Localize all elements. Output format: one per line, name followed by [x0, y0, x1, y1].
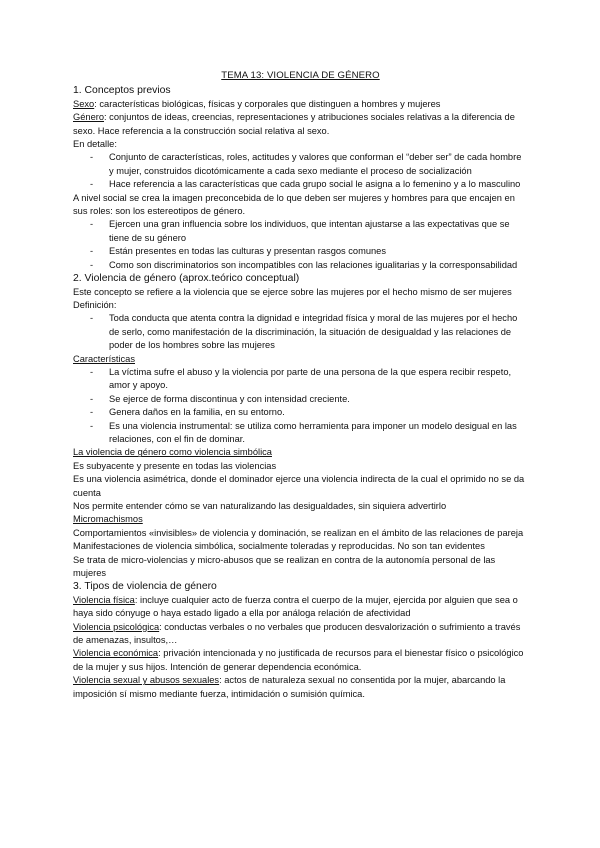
violence-type-term: Violencia psicológica	[73, 621, 160, 632]
document-content	[73, 69, 528, 701]
violence-type-term: Violencia económica	[73, 648, 159, 659]
genero-def-text: : conjuntos de ideas, creencias, representaciones y atribuciones sociales relativas a la diferencia de sexo. Hace referencia a la construcción social relativa al sexo.	[73, 112, 515, 136]
genero-definition	[73, 111, 528, 138]
section-1-heading: 1. Conceptos previos	[73, 85, 171, 97]
violence-type-def: : actos de naturaleza sexual no consentida por la mujer, abarcando la imposición sí mismo mediante fuerza, intimidación o sumisión química.	[73, 675, 506, 699]
violence-type-def: : conductas verbales o no verbales que producen desvalorización o sufrimiento a través de amenazas, insultos,…	[73, 621, 521, 646]
social-paragraph: A nivel social se crea la imagen preconcebida de lo que deben ser mujeres y hombres para que encajen en sus roles: son los estereotipos de género.	[73, 192, 515, 217]
sexo-term: Sexo	[73, 98, 95, 109]
micromachismos-label: Micromachismos	[73, 514, 143, 525]
page-title: TEMA 13: VIOLENCIA DE GÉNERO	[221, 70, 380, 81]
micro-line: Manifestaciones de violencia simbólica, socialmente toleradas y reproducidas. No son tan evidentes	[73, 541, 485, 552]
micro-line: Comportamientos «invisibles» de violencia y dominación, se realizan en el ámbito de las relaciones de pareja	[73, 527, 524, 538]
detalle-list	[73, 151, 528, 191]
list-item: - Genera daños en la familia, en su entorno.	[73, 406, 528, 419]
list-item: - Conjunto de características, roles, actitudes y valores que conforman el “deber ser” de cada hombre y mujer, construidos dicotómicamente a cada sexo mediante el proceso de socialización	[73, 151, 528, 178]
violencia-psicologica-entry	[73, 621, 528, 648]
sexo-def-text: : características biológicas, físicas y corporales que distinguen a hombres y mujeres	[94, 98, 441, 109]
genero-term: Género	[73, 112, 105, 123]
section-2-intro: Este concepto se refiere a la violencia que se ejerce sobre las mujeres por el hecho mismo de ser mujeres	[73, 286, 512, 297]
violence-type-term: Violencia física	[73, 594, 135, 605]
list-item: - Toda conducta que atenta contra la dignidad e integridad física y moral de las mujeres por el hecho de serlo, como manifestación de la discriminación, la situación de desigualdad y las relaciones de poder de los hombres sobre las mujeres	[73, 312, 528, 352]
simbolica-line: Nos permite entender cómo se van naturalizando las desigualdades, sin siquiera advertirlo	[73, 501, 447, 511]
list-item: - Como son discriminatorios son incompatibles con las relaciones igualitarias y la corresponsabilidad	[73, 259, 528, 272]
sexo-definition	[73, 98, 528, 111]
section-2-heading: 2. Violencia de género (aprox.teórico conceptual)	[73, 273, 300, 285]
definicion-list	[73, 312, 528, 352]
list-item: - Hace referencia a las características que cada grupo social le asigna a lo femenino y a lo masculino	[73, 178, 528, 191]
violence-type-def: : incluye cualquier acto de fuerza contra el cuerpo de la mujer, ejercida por alguien que sea o haya sido cónyuge o haya estado ligado a ella por análoga relación de afectividad	[73, 594, 518, 619]
simbolica-line: Es subyacente y presente en todas las violencias	[73, 460, 277, 471]
violence-type-term: Violencia sexual y abusos sexuales	[73, 675, 220, 686]
list-item: - Es una violencia instrumental: se utiliza como herramienta para imponer un modelo desigual en las relaciones, con el fin de dominar.	[73, 420, 528, 447]
list-item: - La víctima sufre el abuso y la violencia por parte de una persona de la que espera recibir respeto, amor y apoyo.	[73, 366, 528, 393]
caracteristicas-label: Características	[73, 353, 135, 364]
violencia-sexual-entry	[73, 674, 528, 701]
section-3-heading: 3. Tipos de violencia de género	[73, 581, 217, 593]
list-item: - Están presentes en todas las culturas y presentan rasgos comunes	[73, 245, 528, 258]
simbolica-line: Es una violencia asimétrica, donde el dominador ejerce una violencia indirecta de la cual el oprimido no se da cuenta	[73, 474, 525, 498]
caracteristicas-list	[73, 366, 528, 446]
violencia-economica-entry	[73, 647, 528, 674]
micro-line: Se trata de micro-violencias y micro-abusos que se realizan en contra de la autonomía personal de las mujeres	[73, 554, 496, 579]
violencia-simbolica-label: La violencia de género como violencia simbólica	[73, 447, 272, 458]
detalle-label: En detalle:	[73, 139, 117, 150]
definicion-label: Definición:	[73, 299, 117, 310]
estereotipos-list	[73, 218, 528, 272]
violence-type-def: : privación intencionada y no justificada de recursos para el bienestar físico o psicológico de la mujer y sus hijos. Intención de generar dependencia económica.	[73, 648, 524, 672]
violencia-fisica-entry	[73, 594, 528, 621]
list-item: - Ejercen una gran influencia sobre los individuos, que intentan ajustarse a las expectativas que se tiene de su género	[73, 218, 528, 245]
list-item: - Se ejerce de forma discontinua y con intensidad creciente.	[73, 393, 528, 406]
